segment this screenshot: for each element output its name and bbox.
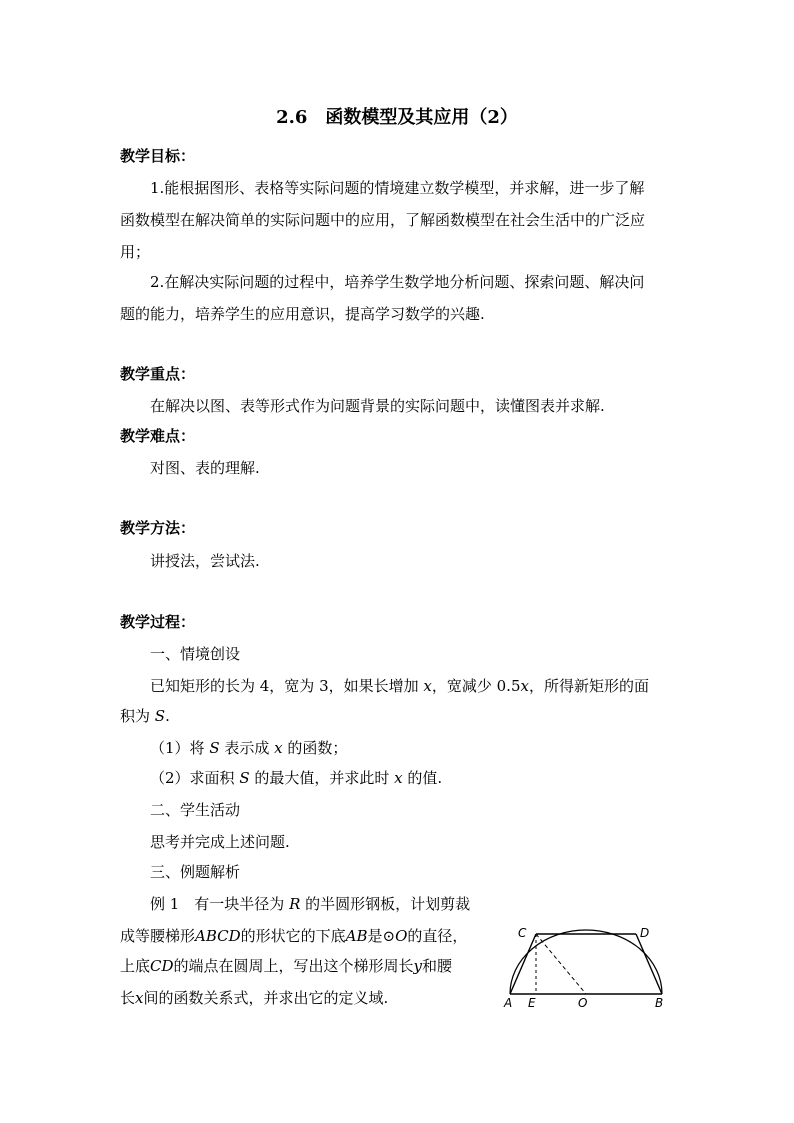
key-points-heading: 教学重点：: [120, 365, 196, 383]
page-title: 2.6 函数模型及其应用（2）: [276, 107, 518, 128]
section2-text: 思考并完成上述问题.: [150, 833, 290, 851]
difficulties-text: 对图、表的理解.: [150, 459, 260, 477]
example1-line2: 成等腰梯形ABCD的形状它的下底AB是⊙O的直径，: [120, 927, 468, 945]
label-C: C: [518, 926, 527, 940]
goals-item1-line3: 用；: [120, 243, 151, 261]
section3-heading: 三、例题解析: [150, 863, 241, 881]
difficulties-heading: 教学难点：: [120, 427, 196, 445]
label-B: B: [655, 996, 664, 1010]
goals-heading: 教学目标：: [120, 147, 196, 165]
section1-heading: 一、情境创设: [150, 645, 241, 663]
methods-heading: 教学方法：: [120, 519, 196, 537]
goals-item1-line2: 函数模型在解决简单的实际问题中的应用，了解函数模型在社会生活中的广泛应: [120, 211, 646, 229]
key-points-text: 在解决以图、表等形式作为问题背景的实际问题中，读懂图表并求解.: [150, 397, 605, 415]
question-2: （2）求面积 S 的最大值，并求此时 x 的值.: [150, 769, 443, 787]
label-O: O: [578, 996, 588, 1010]
label-D: D: [640, 926, 650, 940]
goals-item2-line1: 2.在解决实际问题的过程中，培养学生数学地分析问题、探索问题、解决问: [150, 273, 645, 291]
label-A: A: [504, 996, 513, 1010]
methods-text: 讲授法，尝试法.: [150, 552, 260, 570]
scenario-line2: 积为 S.: [120, 707, 170, 725]
scenario-line1: 已知矩形的长为 4，宽为 3，如果长增加 x，宽减少 0.5x，所得新矩形的面: [150, 677, 649, 695]
example1-line3: 上底CD的端点在圆周上，写出这个梯形周长y和腰: [120, 957, 453, 975]
goals-item1-line1: 1.能根据图形、表格等实际问题的情境建立数学模型，并求解，进一步了解: [150, 179, 645, 197]
example1-line1: 例 1 有一块半径为 R 的半圆形钢板，计划剪裁: [150, 895, 471, 913]
goals-item2-line2: 题的能力，培养学生的应用意识，提高学习数学的兴趣.: [120, 305, 485, 323]
label-E: E: [528, 996, 536, 1010]
example1-line4: 长x间的函数关系式，并求出它的定义域.: [120, 989, 389, 1007]
radius-CO: [536, 934, 586, 994]
leg-BD: [636, 934, 662, 994]
leg-AC: [510, 934, 536, 994]
section2-heading: 二、学生活动: [150, 801, 241, 819]
semicircle-trapezoid-figure: [498, 912, 678, 1012]
question-1: （1）将 S 表示成 x 的函数；: [150, 739, 348, 757]
process-heading: 教学过程：: [120, 613, 196, 631]
